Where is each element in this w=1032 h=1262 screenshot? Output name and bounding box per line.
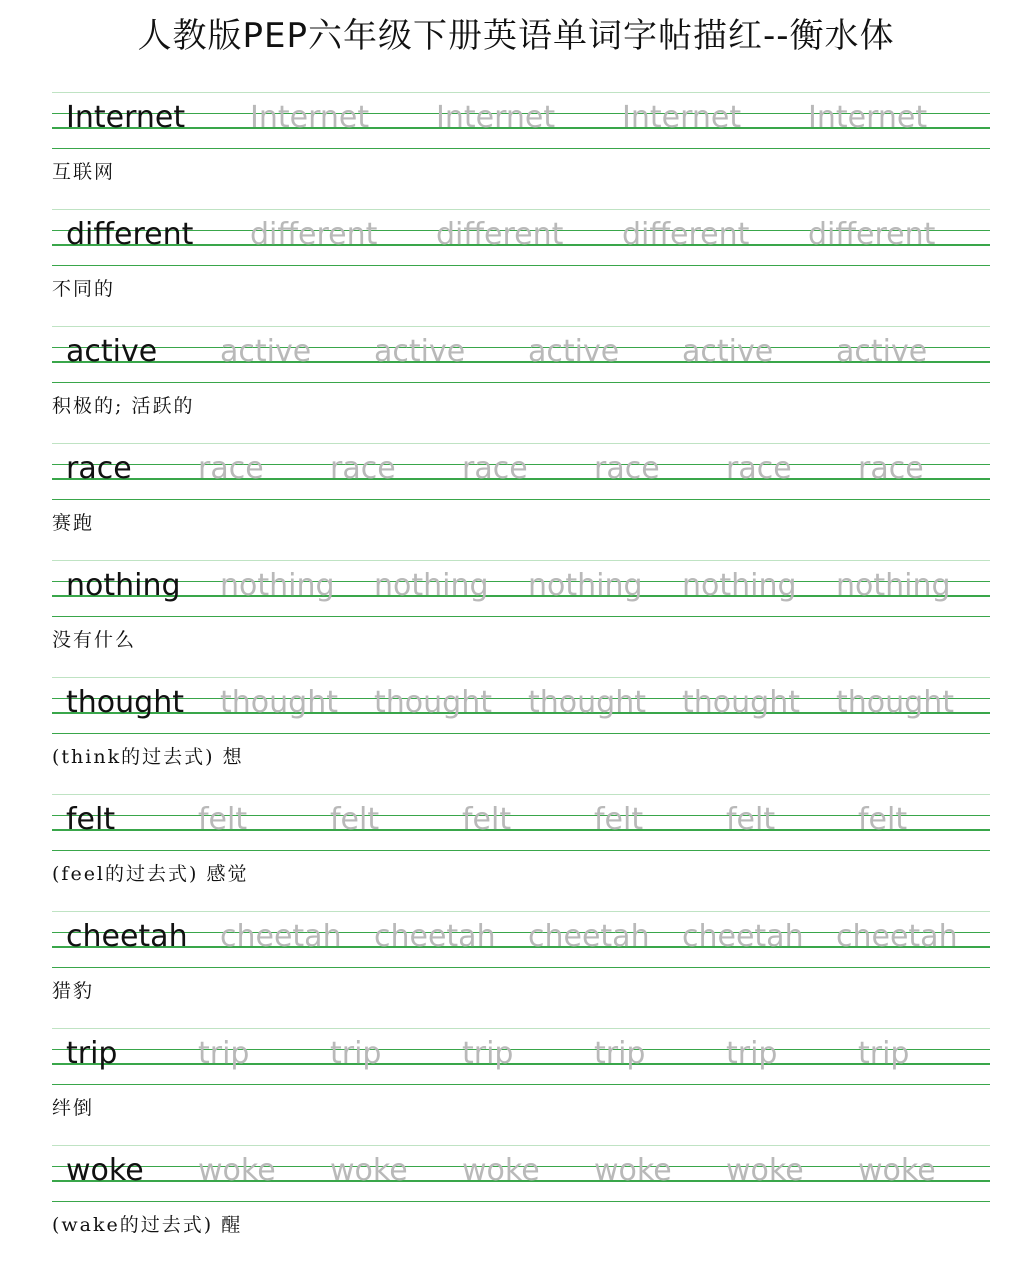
vocab-word: Internet [66,100,186,135]
guide-line [52,850,990,851]
guide-line [52,1063,990,1065]
trace-word: nothing [374,568,489,603]
vocab-word: thought [66,685,184,720]
trace-word: race [330,451,396,486]
guide-line [52,815,990,816]
vocab-word: felt [66,802,116,837]
trace-word: race [858,451,924,486]
vocab-word: active [66,334,158,369]
trace-word: trip [198,1036,250,1071]
trace-word: trip [726,1036,778,1071]
vocab-word: cheetah [66,919,188,954]
word-meaning: 赛跑 [52,512,95,534]
word-meaning: 积极的; 活跃的 [52,395,195,417]
guide-line [52,1049,990,1050]
trace-word: woke [462,1153,540,1188]
vocab-word: woke [66,1153,144,1188]
trace-word: felt [330,802,380,837]
word-entry [52,1028,990,1145]
trace-word: Internet [436,100,556,135]
word-entry [52,443,990,560]
guide-line [52,616,990,617]
trace-word: Internet [622,100,742,135]
trace-word: cheetah [528,919,650,954]
trace-word: race [198,451,264,486]
trace-word: different [808,217,936,252]
trace-word: trip [858,1036,910,1071]
word-entry [52,677,990,794]
trace-word: active [220,334,312,369]
trace-word: woke [330,1153,408,1188]
guide-line [52,794,990,795]
trace-word: cheetah [682,919,804,954]
word-meaning: 猎豹 [52,980,95,1002]
trace-word: thought [220,685,338,720]
trace-word: trip [462,1036,514,1071]
trace-word: different [622,217,750,252]
trace-word: active [836,334,928,369]
trace-word: thought [374,685,492,720]
guide-line [52,382,990,383]
word-meaning: 不同的 [52,278,116,300]
trace-word: nothing [528,568,643,603]
guide-line [52,1028,990,1029]
word-entry [52,326,990,443]
word-entry [52,560,990,677]
trace-word: felt [198,802,248,837]
word-entry [52,1145,990,1262]
four-line-staff [52,1028,990,1094]
guide-line [52,1084,990,1085]
trace-word: thought [528,685,646,720]
vocab-word: nothing [66,568,181,603]
trace-word: woke [726,1153,804,1188]
word-meaning: (wake的过去式) 醒 [52,1214,243,1236]
guide-line [52,265,990,266]
trace-word: active [528,334,620,369]
trace-word: woke [594,1153,672,1188]
trace-word: active [682,334,774,369]
word-meaning: 互联网 [52,161,116,183]
trace-word: woke [858,1153,936,1188]
trace-word: active [374,334,466,369]
trace-word: woke [198,1153,276,1188]
trace-word: nothing [682,568,797,603]
word-meaning: 绊倒 [52,1097,95,1119]
trace-word: Internet [808,100,928,135]
word-meaning: 没有什么 [52,629,137,651]
guide-line [52,148,990,149]
word-entry [52,794,990,911]
trace-word: race [726,451,792,486]
trace-word: trip [594,1036,646,1071]
trace-word: felt [462,802,512,837]
guide-line [52,1201,990,1202]
trace-word: nothing [836,568,951,603]
guide-line [52,499,990,500]
trace-word: felt [594,802,644,837]
guide-line [52,733,990,734]
trace-word: Internet [250,100,370,135]
trace-word: different [436,217,564,252]
trace-word: cheetah [374,919,496,954]
trace-word: race [594,451,660,486]
word-entry [52,92,990,209]
four-line-staff [52,794,990,860]
trace-word: race [462,451,528,486]
word-meaning: (feel的过去式) 感觉 [52,863,249,885]
vocab-word: race [66,451,132,486]
trace-word: thought [682,685,800,720]
trace-word: cheetah [220,919,342,954]
trace-word: cheetah [836,919,958,954]
trace-word: nothing [220,568,335,603]
trace-word: felt [726,802,776,837]
vocab-word: different [66,217,194,252]
page-title: 人教版PEP六年级下册英语单词字帖描红--衡水体 [137,16,895,56]
guide-line [52,967,990,968]
trace-word: different [250,217,378,252]
word-meaning: (think的过去式) 想 [52,746,244,768]
trace-word: thought [836,685,954,720]
word-entry [52,911,990,1028]
word-entry [52,209,990,326]
vocab-word: trip [66,1036,118,1071]
guide-line [52,829,990,831]
trace-word: trip [330,1036,382,1071]
trace-word: felt [858,802,908,837]
